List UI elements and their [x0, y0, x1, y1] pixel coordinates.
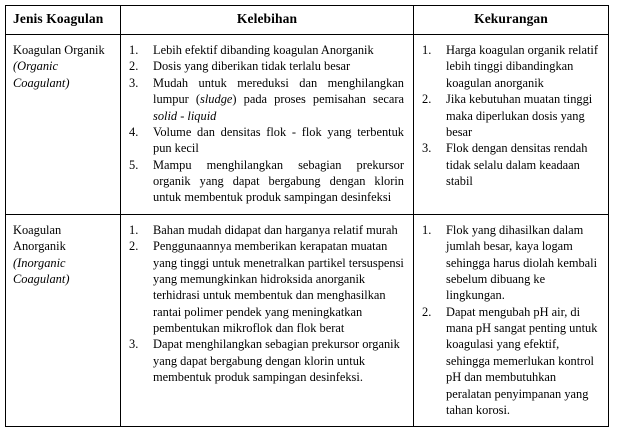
list-item	[420, 140, 600, 189]
advantages-list	[127, 222, 404, 386]
cell-disadvantages	[414, 214, 609, 427]
cell-disadvantages	[414, 35, 609, 215]
cell-coagulant-type	[6, 214, 121, 427]
list-item-text: Bahan mudah didapat dan harganya relatif murah	[153, 222, 398, 237]
list-item-text: Dapat mengubah pH air, di mana pH sangat penting untuk koagulasi yang efektif, sehingga memerlukan kontrol pH dan membutuhkan peralatan penyimpanan yang tahan korosi.	[446, 304, 598, 417]
column-header-pros	[121, 6, 414, 35]
list-item-text: Penggunaannya memberikan kerapatan muatan yang tinggi untuk menetralkan partikel tersuspensi yang memungkinkan hidroksida anorganik terhidrasi untuk membentuk dan menghasilkan rantai polimer pendek yang meningkatkan pembentukan mikroflok dan flok berat	[153, 239, 404, 335]
column-header-type-label: Jenis Koagulan	[13, 11, 104, 26]
list-item	[127, 157, 404, 206]
list-item-text: Jika kebutuhan muatan tinggi maka diperlukan dosis yang besar	[446, 92, 593, 139]
list-item-text: Flok dengan densitas rendah tidak selalu dalam keadaan stabil	[446, 141, 588, 188]
list-item-text: Harga koagulan organik relatif lebih tinggi dibandingkan koagulan anorganik	[446, 43, 598, 90]
list-item-text: ) pada proses pemisahan secara	[232, 92, 404, 107]
list-item	[420, 222, 600, 304]
list-item	[127, 75, 404, 124]
column-header-pros-label: Kelebihan	[236, 11, 298, 26]
coagulant-type-name: Koagulan Anorganik	[13, 222, 66, 254]
table-header-row	[6, 6, 609, 35]
list-item-text: Flok yang dihasilkan dalam jumlah besar, kaya logam sehingga harus diolah kembali sebelum dibuang ke lingkungan.	[446, 222, 598, 303]
list-item-text: Dapat menghilangkan sebagian prekursor organik yang dapat bergabung dengan klorin untuk membentuk produk sampingan desinfeksi.	[153, 337, 400, 385]
table-row	[6, 214, 609, 427]
table-body	[6, 35, 609, 427]
list-item	[420, 91, 600, 140]
table-header	[6, 6, 609, 35]
list-item-text: Mampu menghilangkan sebagian prekursor organik yang dapat bergabung dengan klorin untuk membentuk produk sampingan desinfeksi	[153, 157, 404, 205]
coagulant-type-name: Koagulan Organik	[13, 43, 105, 57]
column-header-cons	[414, 6, 609, 35]
table-row	[6, 35, 609, 215]
list-item-text: Volume dan densitas flok - flok yang terbentuk pun kecil	[153, 124, 404, 156]
advantages-list	[127, 42, 404, 206]
cell-coagulant-type	[6, 35, 121, 215]
column-header-type	[6, 6, 121, 35]
list-item-text: Lebih efektif dibanding koagulan Anorganik	[153, 43, 374, 57]
list-item	[127, 124, 404, 157]
disadvantages-list	[420, 42, 600, 189]
emphasis-text: solid - liquid	[153, 108, 217, 123]
list-item-text: Dosis yang diberikan tidak terlalu besar	[153, 59, 351, 74]
list-item	[420, 304, 600, 419]
coagulant-type-alt-name: (Organic Coagulant)	[13, 59, 70, 90]
cell-advantages	[121, 35, 414, 215]
list-item	[420, 42, 600, 91]
emphasis-text: sludge	[200, 92, 233, 107]
list-item	[127, 336, 404, 385]
disadvantages-list	[420, 222, 600, 419]
list-item	[127, 222, 404, 238]
list-item	[127, 42, 404, 58]
list-item-text: Mudah untuk mereduksi dan menghilangkan lumpur (	[153, 75, 404, 107]
coagulant-type-alt-name: (Inorganic Coagulant)	[13, 255, 70, 286]
column-header-cons-label: Kekurangan	[474, 11, 548, 26]
list-item	[127, 58, 404, 74]
coagulant-comparison-table	[5, 5, 609, 427]
cell-advantages	[121, 214, 414, 427]
list-item	[127, 238, 404, 336]
